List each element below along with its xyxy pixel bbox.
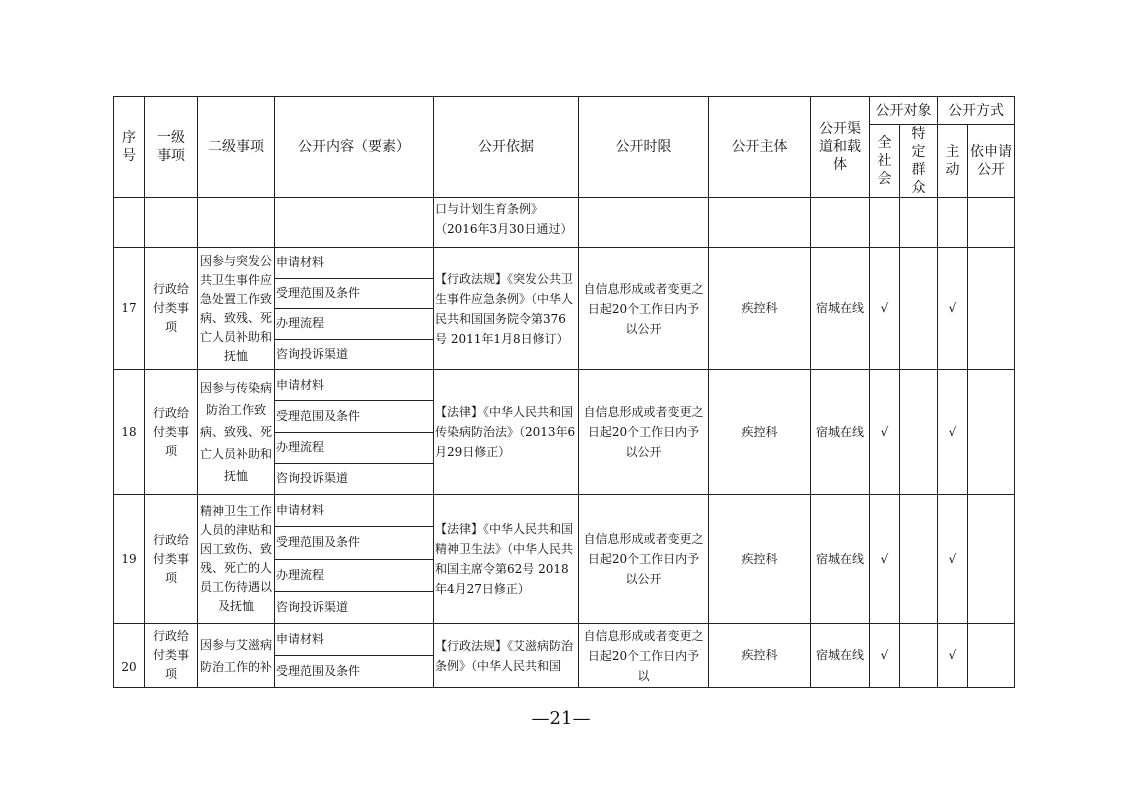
page-number: —21—: [531, 708, 591, 729]
header-target-all: 全社会: [870, 125, 900, 198]
row-contents: [275, 624, 434, 688]
row-method-request: [968, 495, 1015, 624]
row-level1: 行政给付类事项: [145, 248, 198, 370]
row-subject: 疾控科: [709, 248, 811, 370]
header-level2: 二级事项: [198, 97, 275, 198]
content-item: 咨询投诉渠道: [276, 599, 349, 614]
content-item: 受理范围及条件: [275, 279, 433, 310]
row-basis: 【行政法规】《艾滋病防治条例》（中华人民共和国: [434, 624, 579, 688]
row-target-all: √: [870, 495, 900, 624]
row-target-all: √: [870, 370, 900, 495]
header-subject: 公开主体: [709, 97, 811, 198]
row-level1: 行政给付类事项: [145, 495, 198, 624]
row-method-active: √: [938, 624, 968, 688]
row-target-all: √: [870, 624, 900, 688]
row-level2: 精神卫生工作人员的津贴和因工致伤、致残、死亡的人员工伤待遇以及抚恤: [198, 495, 275, 624]
content-item: 咨询投诉渠道: [276, 346, 349, 361]
row-channel: 宿城在线: [811, 248, 870, 370]
disclosure-table: [113, 96, 1015, 688]
row-subject: 疾控科: [709, 624, 811, 688]
row-seq: 19: [114, 495, 145, 624]
continued-row: [114, 198, 1015, 248]
row-level1: 行政给付类事项: [145, 370, 198, 495]
row-contents: [275, 495, 434, 624]
table-row: [114, 495, 1015, 624]
row-level2: 因参与艾滋病防治工作的补: [198, 624, 275, 688]
content-item: 受理范围及条件: [275, 401, 433, 432]
row-level2: 因参与传染病防治工作致病、致残、死亡人员补助和抚恤: [198, 370, 275, 495]
row-contents: [275, 248, 434, 370]
row-level1: 行政给付类事项: [145, 624, 198, 688]
row-basis: 【法律】《中华人民共和国精神卫生法》（中华人民共和国主席令第62号 2018年4月27日修正）: [434, 495, 579, 624]
row-channel: 宿城在线: [811, 370, 870, 495]
row-seq: 18: [114, 370, 145, 495]
content-item: 受理范围及条件: [276, 664, 361, 678]
row-method-active: √: [938, 248, 968, 370]
content-item: 办理流程: [275, 309, 433, 340]
row-channel: 宿城在线: [811, 624, 870, 688]
row-target-specific: [900, 370, 938, 495]
row-target-specific: [900, 248, 938, 370]
header-channel: 公开渠道和载体: [811, 97, 870, 198]
row-method-active: √: [938, 370, 968, 495]
row-method-request: [968, 624, 1015, 688]
header-basis: 公开依据: [434, 97, 579, 198]
row-subject: 疾控科: [709, 370, 811, 495]
header-time-limit: 公开时限: [579, 97, 709, 198]
row-target-specific: [900, 624, 938, 688]
table-row: [114, 624, 1015, 688]
content-item: 申请材料: [275, 624, 433, 656]
row-target-specific: [900, 495, 938, 624]
content-item: 咨询投诉渠道: [276, 471, 349, 486]
row-method-request: [968, 370, 1015, 495]
content-item: 申请材料: [275, 248, 433, 279]
row-contents: [275, 370, 434, 495]
row-target-all: √: [870, 248, 900, 370]
table-row: [114, 370, 1015, 495]
row-basis: 【行政法规】《突发公共卫生事件应急条例》（中华人民共和国国务院令第376号 2011年1月8日修订）: [434, 248, 579, 370]
header-content: 公开内容（要素）: [275, 97, 434, 198]
content-item: 申请材料: [275, 370, 433, 401]
row-seq: 17: [114, 248, 145, 370]
row-basis: 【法律】《中华人民共和国传染病防治法》（2013年6月29日修正）: [434, 370, 579, 495]
row-method-active: √: [938, 495, 968, 624]
table-row: [114, 248, 1015, 370]
content-item: 受理范围及条件: [275, 527, 433, 559]
row-channel: 宿城在线: [811, 495, 870, 624]
content-item: 申请材料: [275, 495, 433, 527]
row-subject: 疾控科: [709, 495, 811, 624]
content-item: 办理流程: [275, 560, 433, 592]
row-method-request: [968, 248, 1015, 370]
row-time-limit: 自信息形成或者变更之日起20个工作日内予以公开: [579, 248, 709, 370]
header-method-active: 主动: [938, 125, 968, 198]
content-item: 办理流程: [275, 433, 433, 464]
continued-basis: 口与计划生育条例》（2016年3月30日通过）: [434, 198, 579, 248]
header-level1: 一级事项: [145, 97, 198, 198]
row-seq: 20: [114, 624, 145, 688]
header-row-1: [114, 97, 1015, 125]
row-time-limit: 自信息形成或者变更之日起20个工作日内予以公开: [579, 495, 709, 624]
header-target-specific: 特定群众: [900, 125, 938, 198]
row-level2: 因参与突发公共卫生事件应急处置工作致病、致残、死亡人员补助和抚恤: [198, 248, 275, 370]
header-method: 公开方式: [938, 97, 1015, 125]
header-target: 公开对象: [870, 97, 938, 125]
header-seq: 序号: [114, 97, 145, 198]
header-method-request: 依申请公开: [968, 125, 1015, 198]
row-time-limit: 自信息形成或者变更之日起20个工作日内予以: [579, 624, 709, 688]
row-time-limit: 自信息形成或者变更之日起20个工作日内予以公开: [579, 370, 709, 495]
